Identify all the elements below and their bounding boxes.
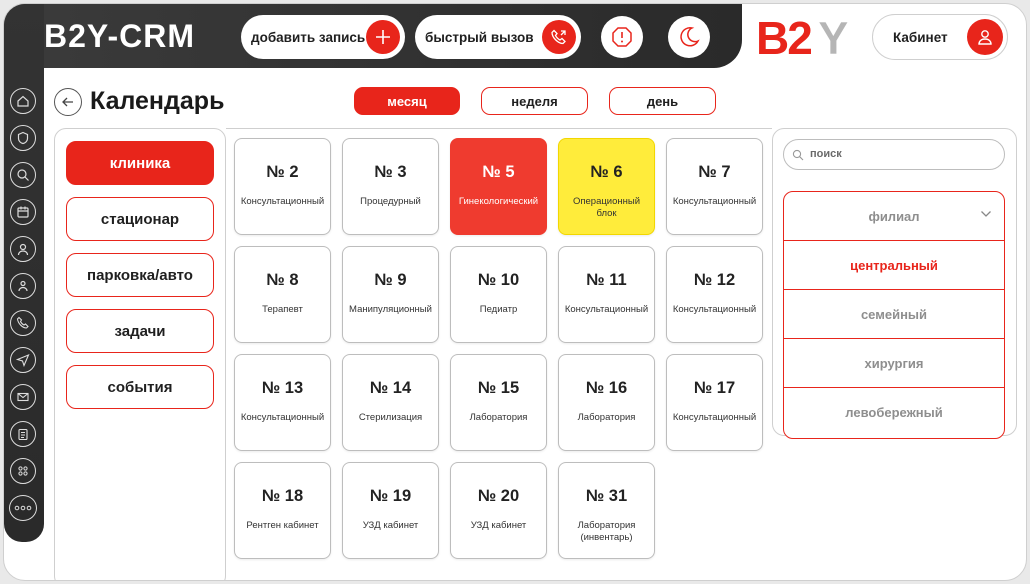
moon-icon bbox=[677, 25, 701, 49]
room-card[interactable] bbox=[558, 246, 655, 343]
room-card[interactable] bbox=[342, 246, 439, 343]
category-tasks[interactable]: задачи bbox=[66, 309, 214, 353]
app-frame bbox=[3, 3, 1027, 581]
page-title: Календарь bbox=[90, 87, 225, 115]
add-record-label: добавить запись bbox=[251, 29, 366, 45]
room-name: Консультационный bbox=[240, 196, 325, 207]
phone-call-icon bbox=[542, 20, 576, 54]
room-number: № 13 bbox=[261, 379, 304, 397]
room-card[interactable] bbox=[342, 462, 439, 559]
room-card[interactable] bbox=[234, 246, 331, 343]
tab-week[interactable]: неделя bbox=[481, 87, 588, 115]
rooms-grid bbox=[226, 128, 772, 581]
room-number: № 5 bbox=[482, 163, 515, 181]
cabinet-label: Кабинет bbox=[893, 30, 948, 45]
chevron-down-icon bbox=[980, 210, 992, 218]
room-name: Терапевт bbox=[262, 304, 303, 315]
room-name: Манипуляционный bbox=[349, 304, 432, 315]
room-number: № 10 bbox=[477, 271, 520, 289]
back-button[interactable] bbox=[54, 88, 82, 116]
shield-icon[interactable] bbox=[10, 125, 36, 151]
room-card[interactable] bbox=[666, 138, 763, 235]
add-record-button[interactable] bbox=[241, 15, 405, 59]
search-icon bbox=[792, 149, 804, 161]
room-name: Процедурный bbox=[360, 196, 421, 207]
quick-call-button[interactable] bbox=[415, 15, 581, 59]
room-card[interactable] bbox=[234, 138, 331, 235]
room-number: № 6 bbox=[590, 163, 623, 181]
room-card[interactable] bbox=[558, 138, 655, 235]
room-name: УЗД кабинет bbox=[362, 520, 419, 531]
branch-label: филиал bbox=[868, 208, 920, 224]
alert-button[interactable] bbox=[601, 16, 643, 58]
night-mode-button[interactable] bbox=[668, 16, 710, 58]
room-number: № 31 bbox=[585, 487, 628, 505]
room-name: Гинекологический bbox=[458, 196, 539, 207]
team-icon[interactable] bbox=[10, 273, 36, 299]
room-name: Педиатр bbox=[479, 304, 518, 315]
room-name: Консультационный bbox=[564, 304, 649, 315]
room-name: Консультационный bbox=[672, 196, 757, 207]
alert-icon bbox=[610, 25, 634, 49]
room-number: № 7 bbox=[698, 163, 731, 181]
cabinet-button[interactable] bbox=[872, 14, 1008, 60]
quick-call-label: быстрый вызов bbox=[425, 29, 534, 45]
category-panel bbox=[54, 128, 226, 581]
room-number: № 14 bbox=[369, 379, 412, 397]
more-icon[interactable] bbox=[9, 495, 37, 521]
room-name: Консультационный bbox=[672, 304, 757, 315]
room-name: Консультационный bbox=[672, 412, 757, 423]
room-card[interactable] bbox=[234, 462, 331, 559]
room-number: № 18 bbox=[261, 487, 304, 505]
room-number: № 20 bbox=[477, 487, 520, 505]
room-number: № 3 bbox=[374, 163, 407, 181]
room-card[interactable] bbox=[450, 354, 547, 451]
branch-option-surgery[interactable]: хирургия bbox=[784, 339, 1004, 388]
room-number: № 17 bbox=[693, 379, 736, 397]
search-box[interactable] bbox=[783, 139, 1005, 170]
user-icon bbox=[967, 19, 1003, 55]
room-card[interactable] bbox=[342, 354, 439, 451]
mail-icon[interactable] bbox=[10, 384, 36, 410]
home-icon[interactable] bbox=[10, 88, 36, 114]
room-card[interactable] bbox=[558, 462, 655, 559]
room-card[interactable] bbox=[450, 462, 547, 559]
room-name: Лаборатория (инвентарь) bbox=[577, 520, 636, 543]
branch-option-family[interactable]: семейный bbox=[784, 290, 1004, 339]
plus-icon bbox=[366, 20, 400, 54]
doctor-icon[interactable] bbox=[10, 236, 36, 262]
brand-logo bbox=[756, 12, 856, 73]
room-name: Стерилизация bbox=[358, 412, 423, 423]
phone-icon[interactable] bbox=[10, 310, 36, 336]
room-card[interactable] bbox=[666, 354, 763, 451]
room-card[interactable] bbox=[450, 138, 547, 235]
room-name: Рентген кабинет bbox=[246, 520, 319, 531]
room-name: УЗД кабинет bbox=[470, 520, 527, 531]
category-events[interactable]: события bbox=[66, 365, 214, 409]
room-name: Операционный блок bbox=[572, 196, 641, 219]
room-number: № 16 bbox=[585, 379, 628, 397]
branch-dropdown bbox=[783, 191, 1005, 439]
room-number: № 19 bbox=[369, 487, 412, 505]
room-number: № 12 bbox=[693, 271, 736, 289]
room-card[interactable] bbox=[558, 354, 655, 451]
svg-text:B2: B2 bbox=[756, 12, 811, 62]
branch-option-left-bank[interactable]: левобережный bbox=[845, 405, 943, 420]
room-card[interactable] bbox=[666, 246, 763, 343]
branch-option-central[interactable]: центральный bbox=[784, 241, 1004, 290]
room-number: № 15 bbox=[477, 379, 520, 397]
app-title: B2Y-CRM bbox=[44, 18, 196, 54]
room-number: № 9 bbox=[374, 271, 407, 289]
clipboard-icon[interactable] bbox=[10, 421, 36, 447]
category-hospital[interactable]: стационар bbox=[66, 197, 214, 241]
room-card[interactable] bbox=[342, 138, 439, 235]
svg-text:Y: Y bbox=[818, 12, 847, 62]
arrow-left-icon bbox=[61, 95, 75, 109]
room-card[interactable] bbox=[450, 246, 547, 343]
search-icon[interactable] bbox=[10, 162, 36, 188]
room-number: № 2 bbox=[266, 163, 299, 181]
branch-select[interactable] bbox=[784, 192, 1004, 241]
room-name: Лаборатория bbox=[469, 412, 528, 423]
category-parking[interactable]: парковка/авто bbox=[66, 253, 214, 297]
room-number: № 11 bbox=[586, 271, 627, 289]
category-clinic[interactable]: клиника bbox=[66, 141, 214, 185]
apps-icon[interactable] bbox=[10, 458, 36, 484]
tab-day[interactable]: день bbox=[609, 87, 716, 115]
calendar-icon[interactable] bbox=[10, 199, 36, 225]
send-icon[interactable] bbox=[10, 347, 36, 373]
room-name: Лаборатория bbox=[577, 412, 636, 423]
room-card[interactable] bbox=[234, 354, 331, 451]
filter-panel bbox=[772, 128, 1017, 436]
room-number: № 8 bbox=[266, 271, 299, 289]
search-input[interactable] bbox=[808, 147, 992, 161]
tab-month[interactable]: месяц bbox=[354, 87, 460, 115]
room-name: Консультационный bbox=[240, 412, 325, 423]
